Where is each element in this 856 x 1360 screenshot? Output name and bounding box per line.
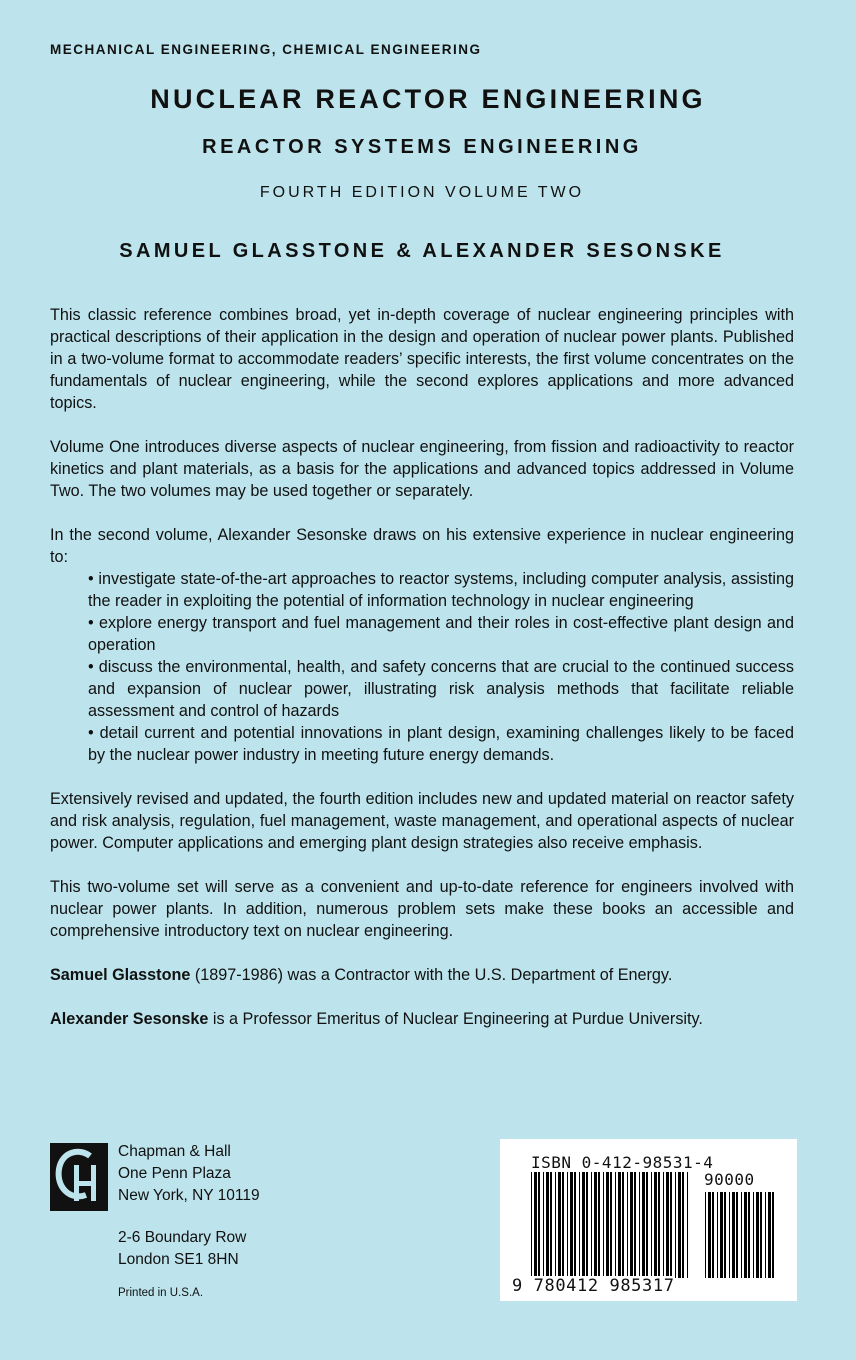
barcode-bar bbox=[712, 1192, 714, 1278]
barcode-bar bbox=[651, 1172, 652, 1278]
barcode-bar bbox=[765, 1192, 766, 1278]
author-bio-text: is a Professor Emeritus of Nuclear Engineering at Purdue University. bbox=[208, 1010, 703, 1028]
barcode-bar bbox=[678, 1172, 681, 1278]
description-paragraph-5: This two-volume set will serve as a convenient and up-to-date reference for engineers involved with nuclear power plants. In addition, numerous problem sets make these books an accessible and comprehensive introductory text on nuclear engineering. bbox=[50, 878, 794, 940]
barcode-bar bbox=[642, 1172, 645, 1290]
book-title: NUCLEAR REACTOR ENGINEERING bbox=[150, 84, 706, 114]
barcode-bar bbox=[586, 1172, 588, 1278]
barcode-bar bbox=[546, 1172, 549, 1278]
barcode-bar bbox=[666, 1172, 669, 1278]
publisher-address-uk bbox=[118, 1227, 246, 1271]
barcode-bar bbox=[675, 1172, 676, 1278]
barcode-bar bbox=[570, 1172, 573, 1278]
barcode-bar bbox=[582, 1172, 585, 1278]
barcode-bar bbox=[646, 1172, 648, 1290]
barcode-bar bbox=[682, 1172, 684, 1278]
barcode-bar bbox=[720, 1192, 723, 1278]
address-line: 2-6 Boundary Row bbox=[118, 1229, 247, 1246]
price-code-label: 90000 bbox=[704, 1170, 755, 1189]
barcode-bar bbox=[756, 1192, 759, 1278]
barcode-bar bbox=[574, 1172, 576, 1278]
barcode-bar bbox=[558, 1172, 561, 1278]
barcode-bar bbox=[622, 1172, 624, 1278]
barcode-bar bbox=[772, 1192, 774, 1278]
barcode-bar bbox=[753, 1192, 754, 1278]
isbn-label: ISBN 0-412-98531-4 bbox=[531, 1153, 714, 1172]
barcode-bar bbox=[606, 1172, 609, 1278]
barcode-bar bbox=[717, 1192, 718, 1278]
author-bio-name: Samuel Glasstone bbox=[50, 966, 191, 984]
barcode-bar bbox=[670, 1172, 672, 1278]
barcode-bar bbox=[598, 1172, 600, 1278]
address-line: New York, NY 10119 bbox=[118, 1187, 260, 1204]
publisher-logo-icon bbox=[50, 1143, 108, 1211]
barcode-bar bbox=[687, 1172, 688, 1278]
barcode-bar bbox=[627, 1172, 628, 1278]
ean-barcode-icon bbox=[531, 1172, 691, 1290]
barcode-bar bbox=[724, 1192, 726, 1278]
barcode-bar bbox=[534, 1172, 537, 1290]
barcode-bar bbox=[610, 1172, 612, 1278]
barcode-bar bbox=[760, 1192, 762, 1278]
barcode-bar bbox=[639, 1172, 640, 1278]
author-bio-name: Alexander Sesonske bbox=[50, 1010, 209, 1028]
address-line: London SE1 8HN bbox=[118, 1251, 239, 1268]
barcode-bar bbox=[555, 1172, 556, 1278]
barcode-bar bbox=[603, 1172, 604, 1278]
barcode-bar bbox=[634, 1172, 636, 1278]
barcode-bar bbox=[618, 1172, 621, 1278]
barcode-bar bbox=[579, 1172, 580, 1278]
barcode-bar bbox=[630, 1172, 633, 1278]
barcode-bar bbox=[729, 1192, 730, 1278]
barcode-bar bbox=[736, 1192, 738, 1278]
barcode-bar bbox=[744, 1192, 747, 1278]
authors-line: SAMUEL GLASSTONE & ALEXANDER SESONSKE bbox=[119, 240, 725, 262]
barcode-bar bbox=[591, 1172, 592, 1278]
barcode-bar bbox=[741, 1192, 742, 1278]
description-paragraph-2: Volume One introduces diverse aspects of nuclear engineering, from fission and radioactivity to reactor kinetics and plant materials, as a basis for the applications and advanced topics addressed in Volume Two. The two volumes may be used together or separately. bbox=[50, 438, 794, 500]
description-paragraph-3: In the second volume, Alexander Sesonske draws on his extensive experience in nuclear engineering to: bbox=[50, 526, 794, 566]
edition-label: FOURTH EDITION VOLUME TWO bbox=[259, 184, 585, 201]
author-bio-text: (1897-1986) was a Contractor with the U.S. Department of Energy. bbox=[190, 966, 673, 984]
publisher-address-us bbox=[118, 1141, 260, 1207]
printed-in-label: Printed in U.S.A. bbox=[118, 1287, 204, 1299]
barcode-bar bbox=[732, 1192, 735, 1278]
barcode-bar bbox=[531, 1172, 532, 1290]
barcode-bar bbox=[594, 1172, 597, 1278]
barcode-bar bbox=[768, 1192, 771, 1278]
barcode-bar bbox=[615, 1172, 616, 1278]
barcode-bar bbox=[748, 1192, 750, 1278]
publisher-name: Chapman & Hall bbox=[118, 1143, 231, 1160]
feature-list-item: • discuss the environmental, health, and safety concerns that are crucial to the continued success and expansion of nuclear power, illustrating risk analysis methods that facilitate reliable assessment and control of hazards bbox=[88, 656, 794, 722]
address-line: One Penn Plaza bbox=[118, 1165, 231, 1182]
svg-text:CH: CH bbox=[100, 1207, 102, 1208]
barcode-bar bbox=[543, 1172, 544, 1278]
barcode-bar bbox=[567, 1172, 568, 1278]
ean-digits: 9 780412 985317 bbox=[512, 1276, 675, 1296]
category-label: MECHANICAL ENGINEERING, CHEMICAL ENGINEERING bbox=[50, 42, 482, 57]
description-paragraph-1: This classic reference combines broad, yet in-depth coverage of nuclear engineering principles with practical descriptions of their application in the design and operation of nuclear power plants. Published in a two-volume format to accommodate readers’ specific interests, the first volume concentrates on the fundamentals of nuclear engineering, while the second explores applications and more advanced topics. bbox=[50, 306, 794, 412]
barcode-bar bbox=[550, 1172, 552, 1278]
book-subtitle: REACTOR SYSTEMS ENGINEERING bbox=[202, 136, 642, 158]
feature-list bbox=[50, 568, 794, 766]
addon-barcode-icon bbox=[705, 1192, 779, 1290]
barcode-bar bbox=[538, 1172, 540, 1278]
barcode-bar bbox=[705, 1192, 706, 1278]
feature-list-item: • detail current and potential innovations in plant design, examining challenges likely to be faced by the nuclear power industry in meeting future energy demands. bbox=[88, 722, 794, 766]
feature-list-item: • investigate state-of-the-art approaches to reactor systems, including computer analysis, assisting the reader in exploiting the potential of information technology in nuclear engineering bbox=[88, 568, 794, 612]
feature-list-item: • explore energy transport and fuel management and their roles in cost-effective plant design and operation bbox=[88, 612, 794, 656]
barcode-bar bbox=[708, 1192, 711, 1278]
author-bio-1 bbox=[50, 964, 794, 986]
barcode-bar bbox=[654, 1172, 657, 1278]
barcode-bar bbox=[658, 1172, 660, 1278]
description-paragraph-4: Extensively revised and updated, the fourth edition includes new and updated material on reactor safety and risk analysis, regulation, fuel management, waste management, and operational aspects of nuclear power. Computer applications and emerging plant design strategies also receive emphasis. bbox=[50, 790, 794, 852]
barcode-bar bbox=[663, 1172, 664, 1278]
description-body bbox=[50, 304, 794, 1052]
author-bio-2 bbox=[50, 1008, 794, 1030]
barcode-bar bbox=[562, 1172, 564, 1278]
